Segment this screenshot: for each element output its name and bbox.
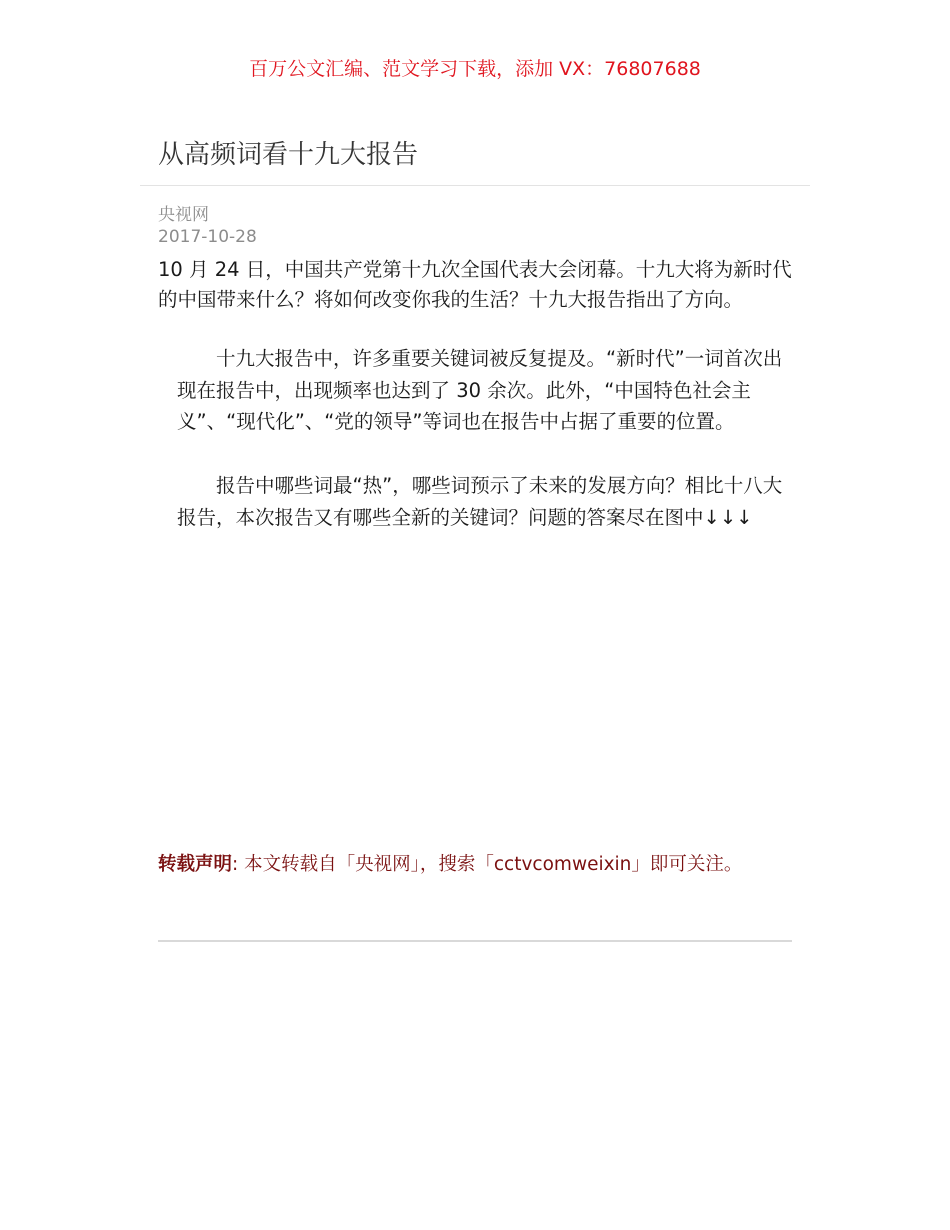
reprint-notice	[158, 851, 742, 879]
body-paragraph: 报告中哪些词最“热”，哪些词预示了未来的发展方向？相比十八大报告，本次报告又有哪些全新的关键词？问题的答案尽在图中↓↓↓	[177, 474, 783, 529]
promo-banner: 百万公文汇编、范文学习下载，添加 VX：76807688	[249, 58, 701, 80]
article-date: 2017-10-28	[158, 227, 257, 247]
lead-paragraph: 10 月 24 日，中国共产党第十九次全国代表大会闭幕。十九大将为新时代的中国带来什么？将如何改变你我的生活？十九大报告指出了方向。	[158, 258, 792, 311]
reprint-notice-label: 转载声明	[158, 854, 233, 875]
article-title: 从高频词看十九大报告	[158, 140, 419, 170]
reprint-notice-text: 本文转载自「央视网」，搜索「cctvcomweixin」即可关注。	[238, 854, 743, 875]
title-divider	[140, 185, 810, 186]
bottom-divider	[158, 940, 792, 942]
article-source: 央视网	[158, 205, 209, 225]
body-paragraph: 十九大报告中，许多重要关键词被反复提及。“新时代”一词首次出现在报告中，出现频率也达到了 30 余次。此外，“中国特色社会主义”、“现代化”、“党的领导”等词也在报告中占据了重要的位置。	[177, 347, 783, 433]
reprint-notice-separator: :	[232, 854, 239, 875]
